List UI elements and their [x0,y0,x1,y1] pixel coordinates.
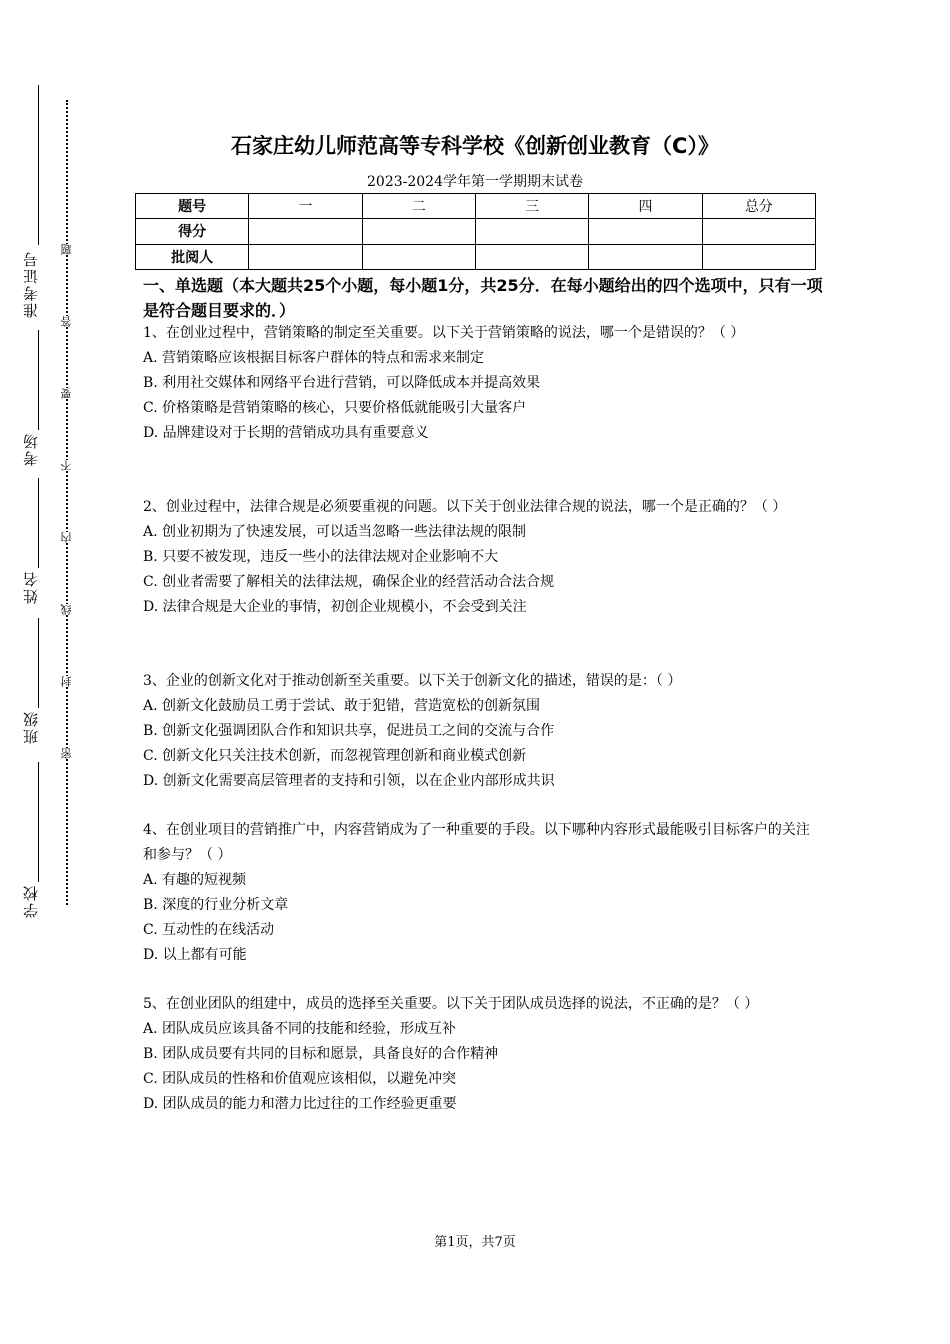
field-line-class [38,618,39,708]
score-header-cell: 三 [475,194,588,219]
field-label-exam-id: 准考证号 [22,250,40,318]
field-label-class: 班级 [22,710,40,744]
field-line-name [38,478,39,568]
score-cell [362,219,475,244]
question-stem: 5、在创业团队的组建中，成员的选择至关重要。以下关于团队成员选择的说法，不正确的是？（ ） [143,996,759,1012]
score-cell [702,219,815,244]
option-b: B. 只要不被发现，违反一些小的法律法规对企业影响不大 [143,549,499,565]
option-d: D. 以上都有可能 [143,947,247,963]
seal-char: 内 [60,532,73,543]
score-header-cell: 题号 [136,194,249,219]
option-c: C. 创新文化只关注技术创新，而忽视管理创新和商业模式创新 [143,748,527,764]
option-a: A. 有趣的短视频 [143,872,247,888]
score-row-label: 得分 [136,219,249,244]
option-d: D. 品牌建设对于长期的营销成功具有重要意义 [143,425,429,441]
binding-margin [0,0,120,1344]
seal-char: 题 [60,244,73,255]
seal-char: 线 [60,604,73,615]
field-line-school [38,762,39,882]
question-4 [143,818,823,968]
score-cell [475,244,588,269]
question-2 [143,495,823,620]
option-d: D. 创新文化需要高层管理者的支持和引领，以在企业内部形成共识 [143,773,555,789]
question-stem: 1、在创业过程中，营销策略的制定至关重要。以下关于营销策略的说法，哪一个是错误的？（ ） [143,325,745,341]
score-cell [475,219,588,244]
option-a: A. 营销策略应该根据目标客户群体的特点和需求来制定 [143,350,485,366]
seal-char: 要 [60,388,73,399]
section-heading: 一、单选题（本大题共25个小题，每小题1分，共25分．在每小题给出的四个选项中，只有一项是符合题目要求的．） [143,276,823,320]
seal-dotted-line [66,100,68,905]
seal-char: 答 [60,316,73,327]
question-3 [143,669,823,794]
field-label-exam-room: 考场 [22,432,40,466]
option-a: A. 创新文化鼓励员工勇于尝试、敢于犯错，营造宽松的创新氛围 [143,698,541,714]
option-d: D. 团队成员的能力和潜力比过往的工作经验更重要 [143,1096,457,1112]
option-b: B. 创新文化强调团队合作和知识共享，促进员工之间的交流与合作 [143,723,555,739]
field-line-exam-id [38,85,39,245]
question-stem: 2、创业过程中，法律合规是必须要重视的问题。以下关于创业法律合规的说法，哪一个是正确的？（ ） [143,499,787,515]
field-label-name: 姓名 [22,570,40,604]
score-table-row [136,244,816,269]
score-cell [249,219,362,244]
exam-title: 石家庄幼儿师范高等专科学校《创新创业教育（C）》 [231,134,719,158]
field-line-exam-room [38,330,39,430]
seal-char: 密 [60,748,73,759]
score-table [135,193,816,270]
score-table-header-row [136,194,816,219]
score-header-cell: 二 [362,194,475,219]
question-1 [143,321,823,446]
seal-char: 不 [60,460,73,471]
score-header-cell: 总分 [702,194,815,219]
question-stem: 4、在创业项目的营销推广中，内容营销成为了一种重要的手段。以下哪种内容形式最能吸引目标客户的关注和参与？（ ） [143,822,810,863]
option-b: B. 深度的行业分析文章 [143,897,289,913]
option-b: B. 利用社交媒体和网络平台进行营销，可以降低成本并提高效果 [143,375,541,391]
option-c: C. 创业者需要了解相关的法律法规，确保企业的经营活动合法合规 [143,574,555,590]
option-c: C. 团队成员的性格和价值观应该相似，以避免冲突 [143,1071,457,1087]
score-cell [362,244,475,269]
option-a: A. 团队成员应该具备不同的技能和经验，形成互补 [143,1021,457,1037]
score-cell [589,219,702,244]
score-cell [589,244,702,269]
score-header-cell: 四 [589,194,702,219]
page-number: 第1页，共7页 [434,1235,516,1250]
score-table-row [136,219,816,244]
field-label-school: 学校 [22,884,40,918]
score-row-label: 批阅人 [136,244,249,269]
score-cell [702,244,815,269]
score-cell [249,244,362,269]
question-5 [143,992,823,1117]
exam-subtitle: 2023-2024学年第一学期期末试卷 [367,174,583,190]
question-stem: 3、企业的创新文化对于推动创新至关重要。以下关于创新文化的描述，错误的是：（ ） [143,673,682,689]
option-c: C. 价格策略是营销策略的核心，只要价格低就能吸引大量客户 [143,400,527,416]
option-d: D. 法律合规是大企业的事情，初创企业规模小，不会受到关注 [143,599,527,615]
option-a: A. 创业初期为了快速发展，可以适当忽略一些法律法规的限制 [143,524,527,540]
option-c: C. 互动性的在线活动 [143,922,275,938]
seal-char: 封 [60,676,73,687]
option-b: B. 团队成员要有共同的目标和愿景，具备良好的合作精神 [143,1046,499,1062]
score-header-cell: 一 [249,194,362,219]
